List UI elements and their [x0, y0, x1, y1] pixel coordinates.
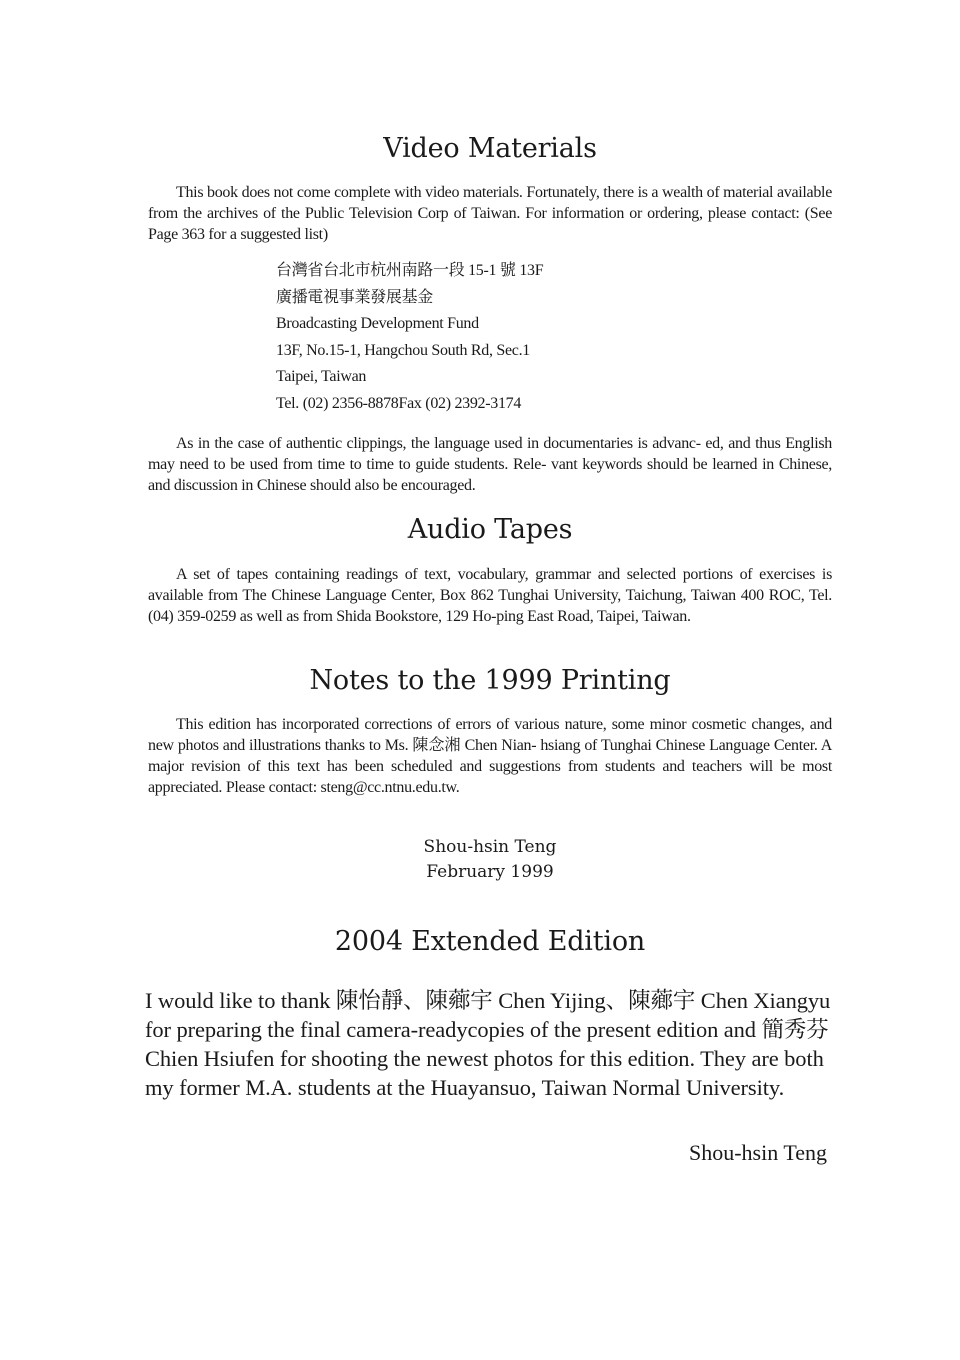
contact-address-block	[276, 258, 696, 417]
address-line-street: 13F, No.15-1, Hangchou South Rd, Sec.1	[276, 341, 530, 359]
audio-tapes-paragraph: A set of tapes containing readings of text, vocabulary, grammar and selected portions of exercises is available from The Chinese Language Center, Box 862 Tunghai University, Taichung, Taiwan 400 ROC, Tel. (04) 359-0259 as well as from Shida Bookstore, 129 Ho-ping East Road, Taipei, Taiwan.	[148, 566, 832, 625]
extended-edition-signature: Shou-hsin Teng	[688, 1140, 827, 1165]
audio-tapes-heading: Audio Tapes	[407, 514, 573, 545]
video-materials-heading: Video Materials	[383, 133, 597, 164]
notes-1999-paragraph: This edition has incorporated corrections of errors of various nature, some minor cosmetic changes, and new photos and illustrations thanks to Ms. 陳念湘 Chen Nian- hsiang of Tunghai Chinese Language Center. A major revision of this text has been scheduled and suggestions from students and teachers will be most appreciated. Please contact: steng@cc.ntnu.edu.tw.	[148, 716, 832, 796]
address-line-phone: Tel. (02) 2356-8878Fax (02) 2392-3174	[276, 394, 522, 412]
signature-1999	[380, 835, 600, 885]
address-line-chinese-street: 台灣省台北市杭州南路一段 15-1 號 13F	[276, 262, 544, 279]
notes-1999-heading: Notes to the 1999 Printing	[309, 665, 671, 696]
signature-name: Shou-hsin Teng	[423, 837, 557, 857]
signature-date: February 1999	[426, 862, 554, 882]
extended-edition-heading: 2004 Extended Edition	[334, 926, 646, 957]
video-intro-paragraph: This book does not come complete with video materials. Fortunately, there is a wealth of material available from the archives of the Public Television Corp of Taiwan. For information or ordering, please contact: (See Page 363 for a suggested list)	[148, 184, 832, 243]
address-line-org: Broadcasting Development Fund	[276, 315, 479, 332]
extended-edition-paragraph: I would like to thank 陳怡靜、陳薌宇 Chen Yijing、陳薌宇 Chen Xiangyu for preparing the final camera-readycopies of the present edition and 簡秀芬 Chien Hsiufen for shooting the newest photos for this edition. They are both my former M.A. students at the Huayansuo, Taiwan Normal University.	[145, 988, 831, 1100]
video-note-paragraph: As in the case of authentic clippings, the language used in documentaries is advanc- ed, and thus English may need to be used from time to time to guide students. Rele- vant keywords should be learned in Chinese, and discussion in Chinese should also be encouraged.	[148, 435, 832, 494]
address-line-city: Taipei, Taiwan	[276, 368, 367, 385]
address-line-chinese-org: 廣播電視事業發展基金	[276, 288, 434, 306]
